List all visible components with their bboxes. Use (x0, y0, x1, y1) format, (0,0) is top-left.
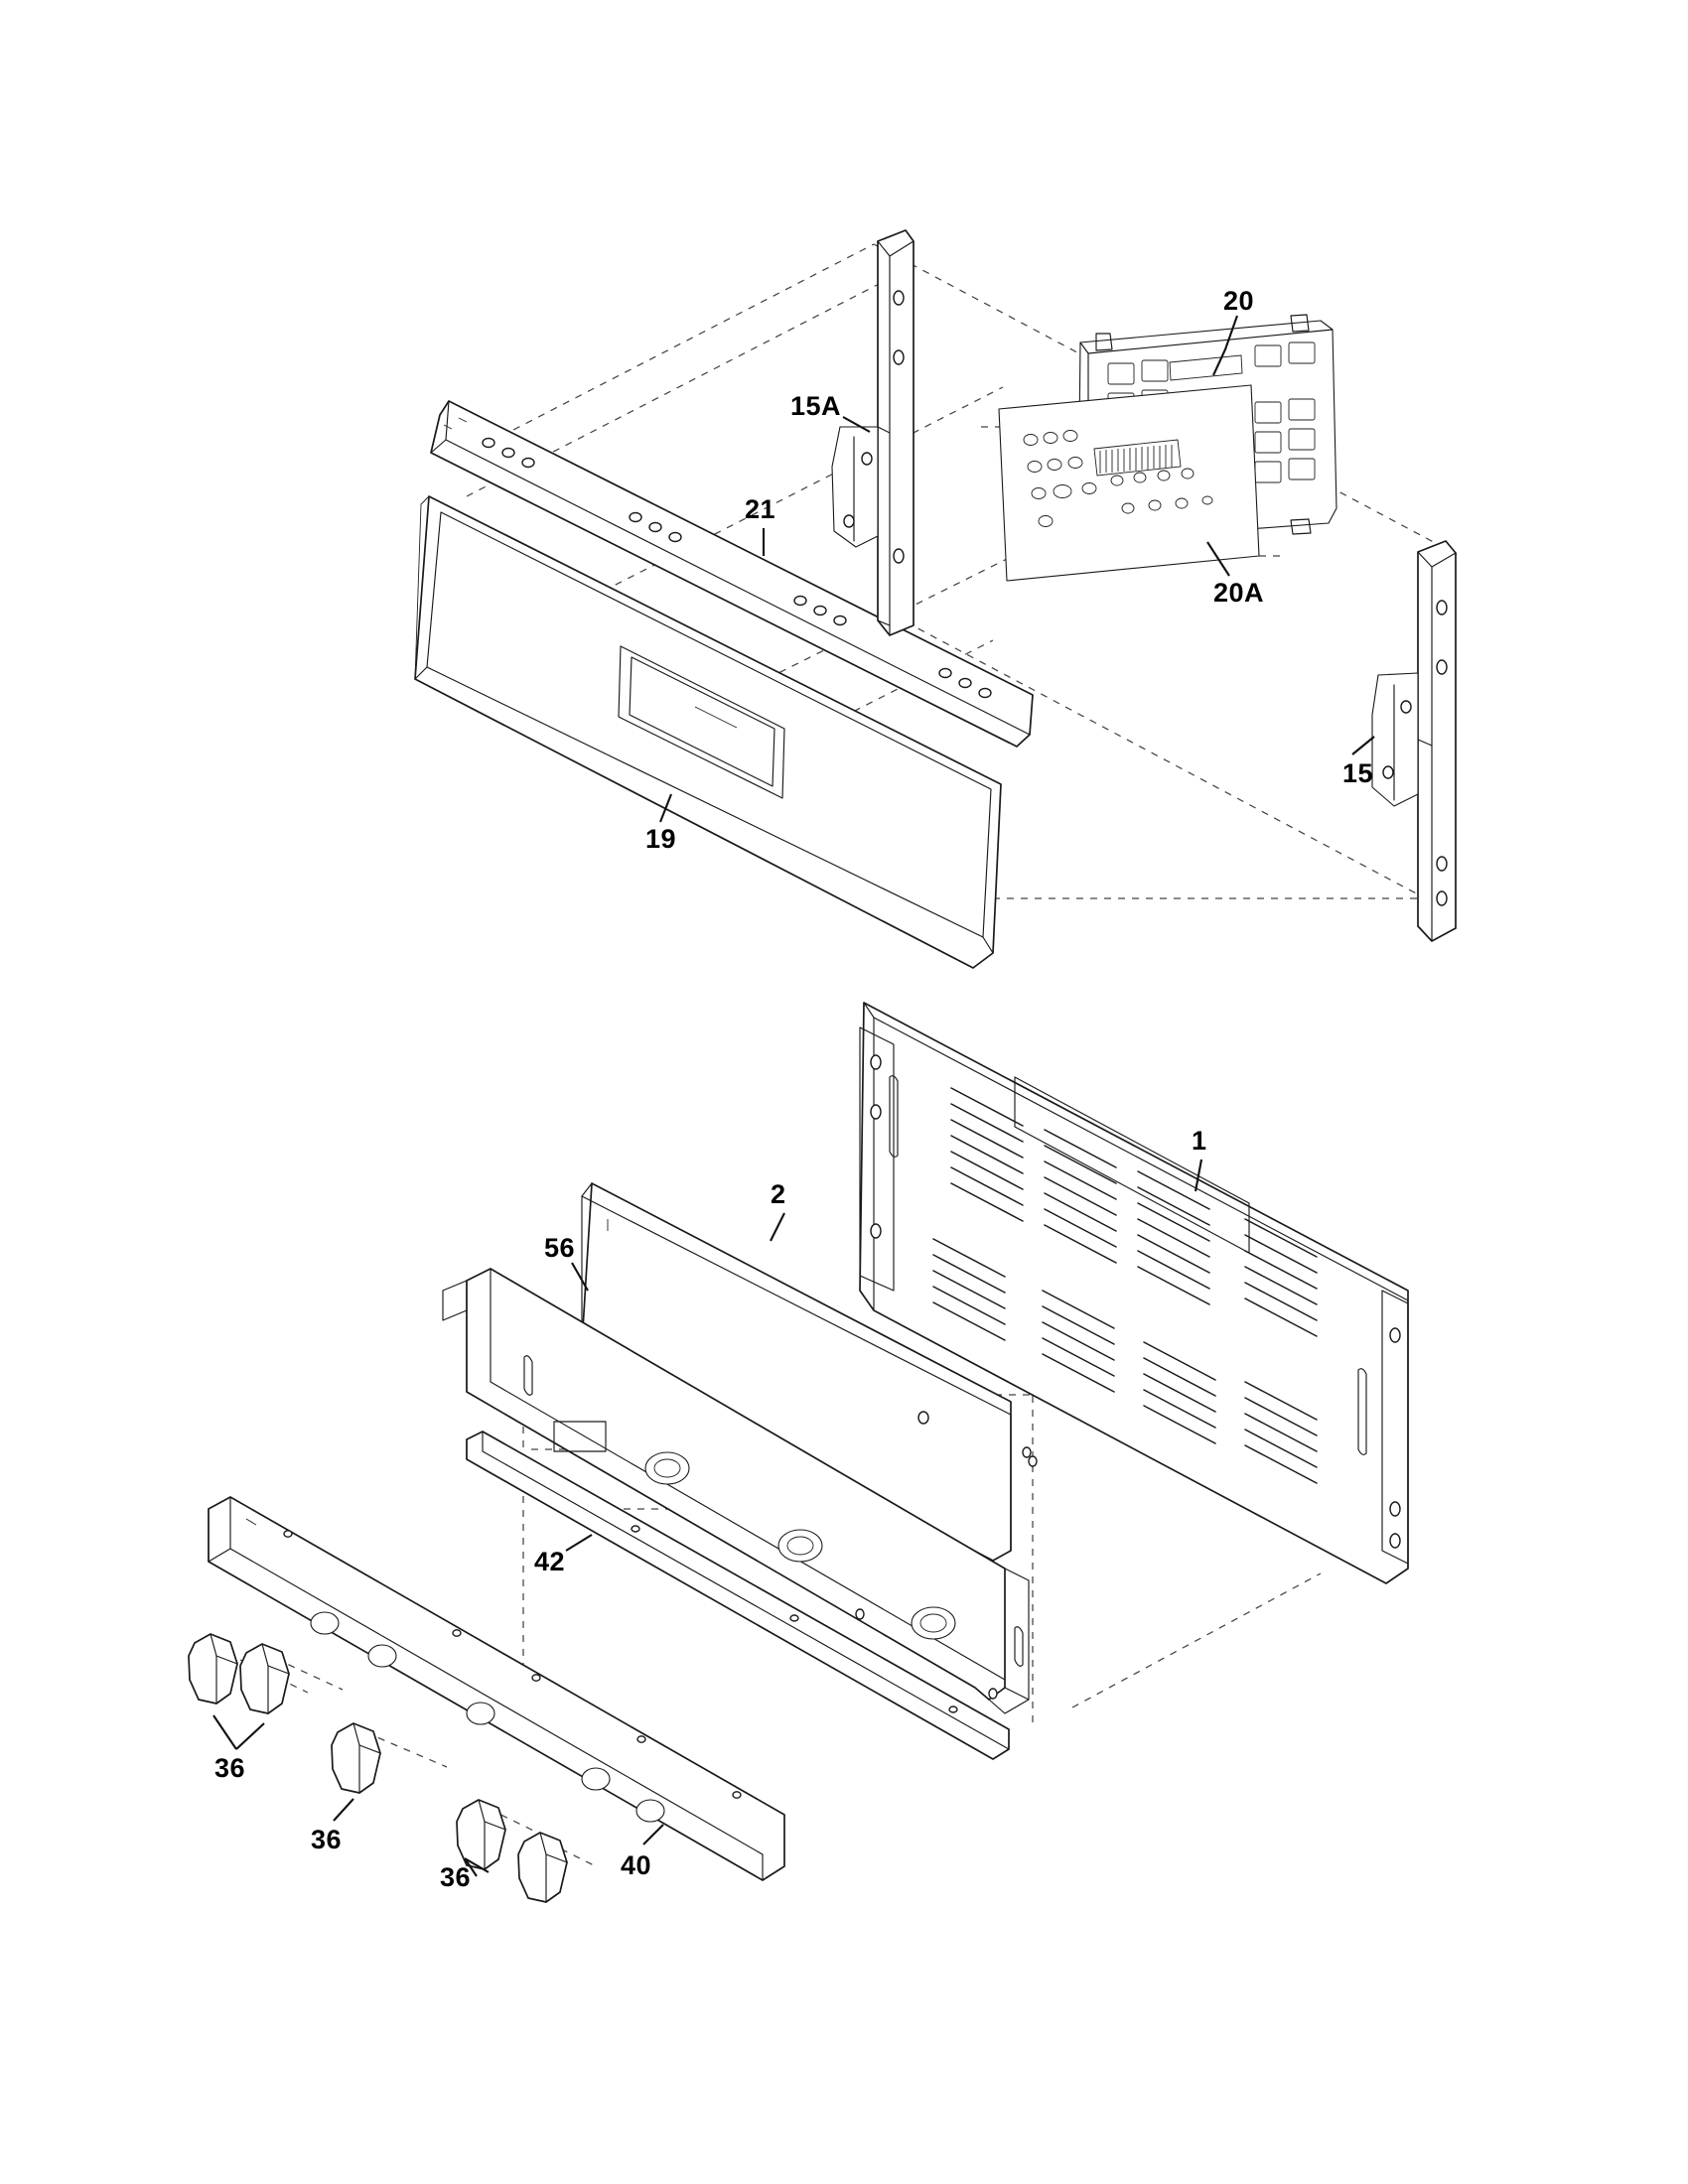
callout-19: 19 (645, 824, 677, 854)
callout-36-b: 36 (311, 1825, 343, 1854)
callout-2: 2 (771, 1179, 786, 1209)
callout-36-c: 36 (440, 1862, 472, 1892)
callout-40: 40 (621, 1850, 652, 1880)
callout-56: 56 (544, 1233, 576, 1263)
callout-20: 20 (1223, 286, 1255, 316)
callout-15: 15 (1342, 758, 1374, 788)
callout-36-a: 36 (214, 1753, 246, 1783)
callout-42: 42 (534, 1547, 566, 1576)
callout-21: 21 (745, 494, 776, 524)
callout-15a: 15A (790, 391, 842, 421)
part-20a-control-panel-overlay (999, 385, 1259, 581)
callout-1: 1 (1192, 1126, 1207, 1156)
callout-20a: 20A (1213, 578, 1265, 608)
part-15a-left-side-bracket (832, 230, 914, 635)
part-15-right-side-bracket (1372, 541, 1456, 941)
